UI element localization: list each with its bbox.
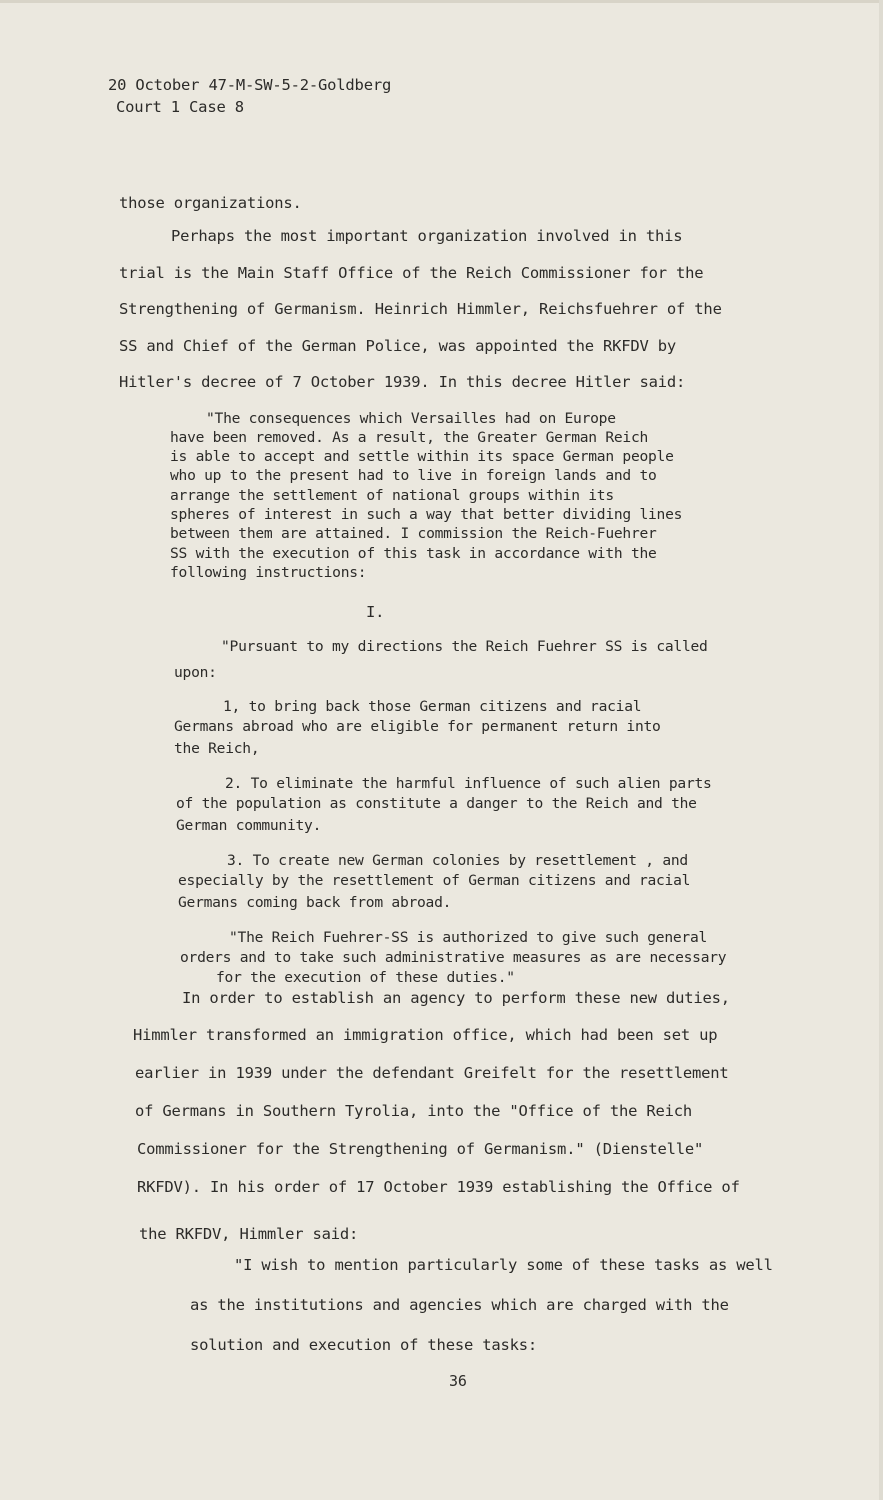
list-item-line: German community. [176, 817, 322, 834]
quote-line: solution and execution of these tasks: [190, 1336, 538, 1354]
quote-line: between them are attained. I commission the Reich-Fuehrer [170, 525, 657, 542]
quote-line: orders and to take such administrative measures as are necessary [180, 949, 727, 966]
list-item-line: Germans abroad who are eligible for permanent return into [174, 718, 661, 735]
list-item-line: 3. To create new German colonies by resettlement , and [227, 852, 688, 869]
body-line: Hitler's decree of 7 October 1939. In this decree Hitler said: [119, 373, 686, 391]
quote-line: who up to the present had to live in foreign lands and to [170, 467, 657, 484]
list-item-line: especially by the resettlement of German citizens and racial [178, 872, 691, 889]
page-edge-top [0, 0, 883, 3]
body-line: of Germans in Southern Tyrolia, into the "Office of the Reich [135, 1102, 693, 1120]
body-line: earlier in 1939 under the defendant Greifelt for the resettlement [135, 1064, 729, 1082]
quote-line: "I wish to mention particularly some of these tasks as well [234, 1256, 773, 1274]
list-item-line: Germans coming back from abroad. [178, 894, 452, 911]
quote-line: "Pursuant to my directions the Reich Fuehrer SS is called [221, 638, 708, 655]
body-line: the RKFDV, Himmler said: [139, 1225, 359, 1243]
quote-line: for the execution of these duties." [216, 969, 515, 986]
quote-line: SS with the execution of this task in accordance with the [170, 545, 657, 562]
body-line: RKFDV). In his order of 17 October 1939 establishing the Office of [137, 1178, 740, 1196]
body-line: Himmler transformed an immigration office, which had been set up [133, 1026, 718, 1044]
list-item-line: 1, to bring back those German citizens and racial [223, 698, 642, 715]
body-line: trial is the Main Staff Office of the Reich Commissioner for the [119, 264, 704, 282]
quote-line: following instructions: [170, 564, 367, 581]
page-edge-right [879, 0, 883, 1500]
list-item-line: 2. To eliminate the harmful influence of such alien parts [225, 775, 712, 792]
list-item-line: the Reich, [174, 740, 260, 757]
body-line: Commissioner for the Strengthening of Germanism." (Dienstelle" [137, 1140, 704, 1158]
body-line: Perhaps the most important organization involved in this [171, 227, 683, 245]
quote-line: upon: [174, 664, 217, 681]
body-line: SS and Chief of the German Police, was appointed the RKFDV by [119, 337, 677, 355]
header-court-case: Court 1 Case 8 [116, 98, 244, 116]
list-item-line: of the population as constitute a danger to the Reich and the [176, 795, 697, 812]
quote-line: as the institutions and agencies which are charged with the [190, 1296, 729, 1314]
quote-line: arrange the settlement of national groups within its [170, 487, 614, 504]
quote-line: "The consequences which Versailles had on Europe [206, 410, 616, 427]
quote-line: have been removed. As a result, the Greater German Reich [170, 429, 649, 446]
body-line: In order to establish an agency to perform these new duties, [182, 989, 730, 1007]
quote-line: is able to accept and settle within its space German people [170, 448, 674, 465]
header-date-reference: 20 October 47-M-SW-5-2-Goldberg [108, 76, 392, 94]
quote-line: spheres of interest in such a way that better dividing lines [170, 506, 683, 523]
section-numeral: I. [366, 603, 385, 621]
body-line: Strengthening of Germanism. Heinrich Himmler, Reichsfuehrer of the [119, 300, 722, 318]
page-number: 36 [449, 1372, 467, 1390]
quote-line: "The Reich Fuehrer-SS is authorized to give such general [229, 929, 708, 946]
body-line: those organizations. [119, 194, 302, 212]
